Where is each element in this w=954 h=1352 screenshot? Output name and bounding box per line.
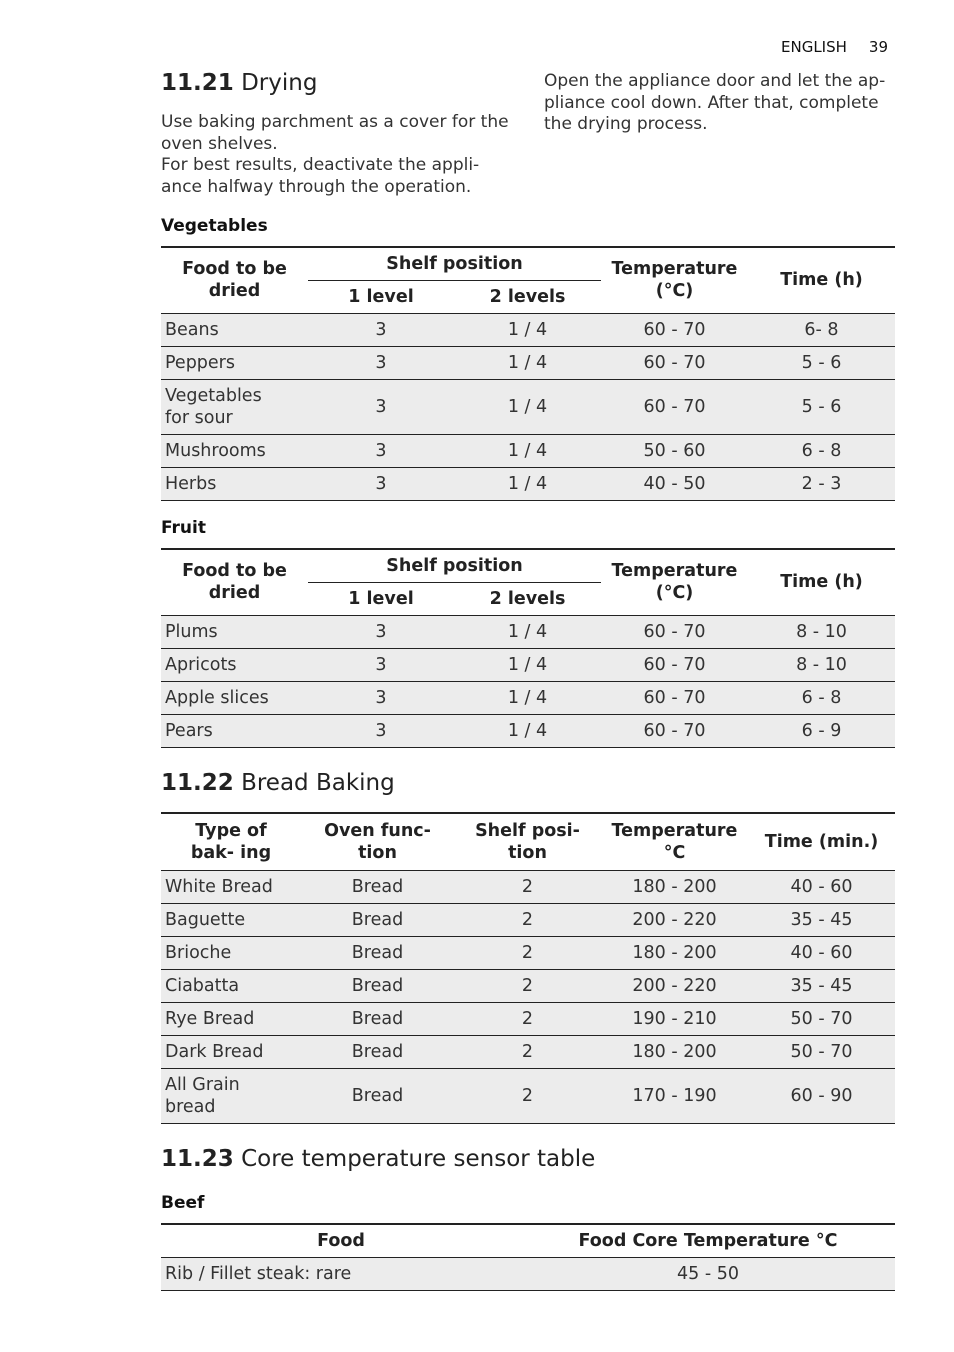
table-row	[161, 714, 895, 747]
drying-para-2: For best results, deactivate the appli- ance halfway through the operation.	[161, 155, 480, 197]
cell-food: Plums	[165, 621, 218, 642]
cell-type: All Grain bread	[165, 1074, 240, 1117]
col-header-food: Food to be dried	[161, 247, 308, 313]
cell-food: Rib / Fillet steak: rare	[165, 1263, 352, 1284]
table-row	[161, 681, 895, 714]
section-title: Core temperature sensor table	[241, 1146, 596, 1172]
col-header-temperature: Temperature °C	[601, 813, 748, 870]
section-heading-bread-baking	[161, 770, 395, 796]
cell-time: 5 - 6	[801, 396, 842, 417]
cell-time: 35 - 45	[790, 909, 853, 930]
col-header-temperature: Temperature (°C)	[601, 549, 748, 615]
cell-2-levels: 1 / 4	[507, 621, 548, 642]
cell-time: 5 - 6	[801, 352, 842, 373]
cell-2-levels: 1 / 4	[507, 720, 548, 741]
cell-1-level: 3	[375, 621, 387, 642]
cell-time: 50 - 70	[790, 1041, 853, 1062]
section-title: Bread Baking	[241, 770, 395, 796]
table-row	[161, 1068, 895, 1123]
beef-subheading: Beef	[161, 1193, 205, 1213]
cell-temperature: 180 - 200	[632, 1041, 717, 1062]
section-heading-drying	[161, 70, 317, 96]
cell-temperature: 60 - 70	[643, 621, 706, 642]
cell-type: Brioche	[165, 942, 232, 963]
cell-type: Baguette	[165, 909, 246, 930]
table-row	[161, 1035, 895, 1068]
table-row	[161, 379, 895, 434]
bread-table	[161, 812, 895, 1124]
section-number: 11.23	[161, 1146, 234, 1172]
col-header-2-levels: 2 levels	[454, 582, 601, 615]
cell-2-levels: 1 / 4	[507, 352, 548, 373]
cell-food: Apricots	[165, 654, 237, 675]
cell-time: 6 - 8	[801, 687, 842, 708]
cell-oven-function: Bread	[351, 975, 404, 996]
cell-oven-function: Bread	[351, 942, 404, 963]
col-header-oven-function: Oven func- tion	[301, 813, 454, 870]
table-row	[161, 969, 895, 1002]
cell-1-level: 3	[375, 352, 387, 373]
cell-shelf: 2	[521, 1041, 534, 1062]
section-title: Drying	[241, 70, 318, 96]
cell-shelf: 2	[521, 1085, 534, 1106]
fruit-table	[161, 548, 895, 748]
col-header-type: Type of bak- ing	[161, 813, 301, 870]
table-row	[161, 467, 895, 500]
cell-oven-function: Bread	[351, 909, 404, 930]
cell-food: Apple slices	[165, 687, 269, 708]
cell-time: 60 - 90	[790, 1085, 853, 1106]
table-row	[161, 434, 895, 467]
cell-temperature: 50 - 60	[643, 440, 706, 461]
cell-2-levels: 1 / 4	[507, 654, 548, 675]
cell-time: 8 - 10	[796, 654, 847, 675]
language-label: ENGLISH	[781, 38, 847, 56]
section-number: 11.21	[161, 70, 234, 96]
cell-type: White Bread	[165, 876, 273, 897]
cell-temperature: 180 - 200	[632, 942, 717, 963]
table-row	[161, 936, 895, 969]
cell-temperature: 180 - 200	[632, 876, 717, 897]
cell-1-level: 3	[375, 720, 387, 741]
cell-temperature: 60 - 70	[643, 396, 706, 417]
cell-temperature: 60 - 70	[643, 687, 706, 708]
cell-2-levels: 1 / 4	[507, 687, 548, 708]
cell-2-levels: 1 / 4	[507, 440, 548, 461]
cell-1-level: 3	[375, 319, 387, 340]
cell-shelf: 2	[521, 1008, 534, 1029]
cell-food: Peppers	[165, 352, 235, 373]
fruit-subheading: Fruit	[161, 518, 206, 538]
cell-type: Dark Bread	[165, 1041, 264, 1062]
vegetables-subheading: Vegetables	[161, 216, 268, 236]
cell-time: 2 - 3	[801, 473, 842, 494]
col-header-1-level: 1 level	[308, 280, 454, 313]
col-header-temperature: Temperature (°C)	[601, 247, 748, 313]
cell-type: Rye Bread	[165, 1008, 255, 1029]
cell-shelf: 2	[521, 876, 534, 897]
col-header-food: Food to be dried	[161, 549, 308, 615]
col-header-1-level: 1 level	[308, 582, 454, 615]
cell-temperature: 170 - 190	[632, 1085, 717, 1106]
cell-food: Herbs	[165, 473, 217, 494]
beef-table	[161, 1223, 895, 1291]
table-row	[161, 346, 895, 379]
cell-shelf: 2	[521, 942, 534, 963]
table-row	[161, 648, 895, 681]
cell-2-levels: 1 / 4	[507, 473, 548, 494]
cell-food: Mushrooms	[165, 440, 266, 461]
drying-para-3: Open the appliance door and let the ap- pliance cool down. After that, complete the drying process.	[544, 71, 886, 134]
section-number: 11.22	[161, 770, 234, 796]
table-row	[161, 1257, 895, 1290]
section-heading-core-temperature	[161, 1146, 595, 1172]
col-header-core-temperature: Food Core Temperature °C	[521, 1224, 895, 1257]
cell-oven-function: Bread	[351, 1085, 404, 1106]
cell-oven-function: Bread	[351, 1041, 404, 1062]
table-row	[161, 313, 895, 346]
vegetables-table	[161, 246, 895, 501]
col-header-2-levels: 2 levels	[454, 280, 601, 313]
cell-time: 50 - 70	[790, 1008, 853, 1029]
cell-time: 40 - 60	[790, 876, 853, 897]
cell-food: Pears	[165, 720, 213, 741]
cell-time: 6 - 9	[801, 720, 842, 741]
cell-temperature: 200 - 220	[632, 909, 717, 930]
table-row	[161, 615, 895, 648]
table-row	[161, 870, 895, 903]
drying-intro	[161, 112, 521, 198]
page-number: 39	[868, 38, 888, 56]
table-row	[161, 1002, 895, 1035]
cell-1-level: 3	[375, 687, 387, 708]
cell-time: 8 - 10	[796, 621, 847, 642]
cell-time: 35 - 45	[790, 975, 853, 996]
cell-2-levels: 1 / 4	[507, 396, 548, 417]
table-row	[161, 903, 895, 936]
col-header-shelf: Shelf position	[308, 549, 601, 582]
cell-temperature: 60 - 70	[643, 720, 706, 741]
cell-1-level: 3	[375, 473, 387, 494]
drying-para-1: Use baking parchment as a cover for the oven shelves.	[161, 112, 509, 154]
cell-time: 6 - 8	[801, 440, 842, 461]
cell-1-level: 3	[375, 440, 387, 461]
cell-food: Vegetables for sour	[165, 385, 262, 428]
cell-temperature: 40 - 50	[643, 473, 706, 494]
cell-oven-function: Bread	[351, 876, 404, 897]
cell-type: Ciabatta	[165, 975, 240, 996]
cell-core-temperature: 45 - 50	[677, 1263, 739, 1284]
col-header-shelf: Shelf position	[308, 247, 601, 280]
cell-food: Beans	[165, 319, 219, 340]
col-header-food: Food	[161, 1224, 521, 1257]
col-header-shelf: Shelf posi- tion	[454, 813, 601, 870]
cell-time: 40 - 60	[790, 942, 853, 963]
cell-shelf: 2	[521, 975, 534, 996]
cell-temperature: 200 - 220	[632, 975, 717, 996]
col-header-time: Time (min.)	[748, 813, 895, 870]
cell-oven-function: Bread	[351, 1008, 404, 1029]
cell-shelf: 2	[521, 909, 534, 930]
col-header-time: Time (h)	[748, 549, 895, 615]
cell-2-levels: 1 / 4	[507, 319, 548, 340]
cell-temperature: 190 - 210	[632, 1008, 717, 1029]
cell-temperature: 60 - 70	[643, 352, 706, 373]
cell-temperature: 60 - 70	[643, 319, 706, 340]
cell-time: 6- 8	[804, 319, 839, 340]
col-header-time: Time (h)	[748, 247, 895, 313]
page-header	[781, 38, 888, 56]
cell-1-level: 3	[375, 396, 387, 417]
cell-1-level: 3	[375, 654, 387, 675]
cell-temperature: 60 - 70	[643, 654, 706, 675]
